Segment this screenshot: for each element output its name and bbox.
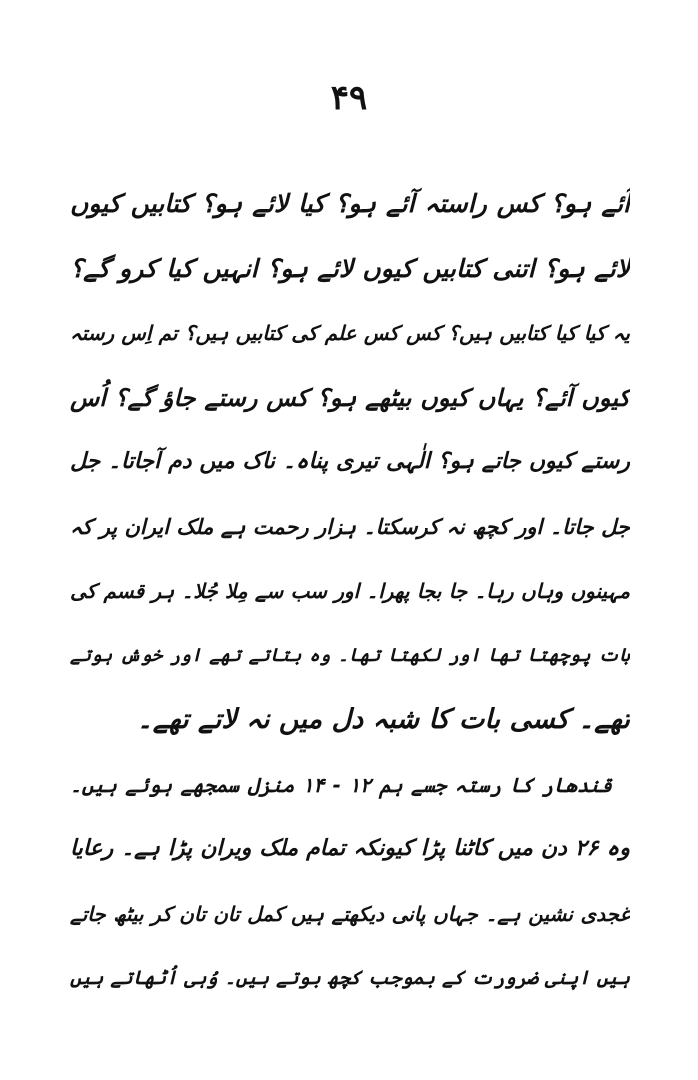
text-line: وہ ۲۶ دن میں کاٹنا پڑا کیونکہ تمام ملک ویران پڑا ہے۔ رعایا xyxy=(70,836,630,861)
text-line: ہیں اپنی ضرورت کے بموجب کچھ بوتے ہیں۔ وُہی اُٹھاتے ہیں xyxy=(70,967,630,989)
text-line-paragraph-end: تھے۔ کسی بات کا شبہ دل میں نہ لاتے تھے۔ xyxy=(137,704,630,735)
text-line: کیوں آئے؟ یہاں کیوں بیٹھے ہو؟ کس رستے جاؤ گے؟ اُس xyxy=(70,383,630,412)
text-line: رستے کیوں جاتے ہو؟ الٰہی تیری پناہ۔ ناک میں دم آجاتا۔ جل xyxy=(70,449,630,474)
text-line: غجدی نشین ہے۔ جہاں پانی دیکھتے ہیں کمل تان تان کر بیٹھ جاتے xyxy=(70,901,630,926)
page-number: ۴۹ xyxy=(330,78,368,118)
text-line: بات پوچھتا تھا اور لکھتا تھا۔ وہ بتاتے تھے اور خوش ہوتے xyxy=(70,644,630,666)
text-line: یہ کیا کیا کتابیں ہیں؟ کس کس علم کی کتابیں ہیں؟ تم اِس رستہ xyxy=(70,321,630,345)
text-line: آئے ہو؟ کس راستہ آئے ہو؟ کیا لائے ہو؟ کتابیں کیوں xyxy=(70,189,630,218)
body-text xyxy=(70,172,630,1011)
text-line-paragraph-start: قندھار کا رستہ جسے ہم ۱۲ - ۱۴ منزل سمجھے ہوئے ہیں۔ xyxy=(70,772,612,797)
text-line: جل جاتا۔ اور کچھ نہ کرسکتا۔ ہزار رحمت ہے ملک ایران پر کہ xyxy=(70,514,630,539)
text-line: لائے ہو؟ اتنی کتابیں کیوں لائے ہو؟ انہیں کیا کرو گے؟ xyxy=(70,253,630,283)
text-line: مہینوں وہاں رہا۔ جا بجا پھرا۔ اور سب سے مِلا جُلا۔ ہر قسم کی xyxy=(70,579,630,603)
